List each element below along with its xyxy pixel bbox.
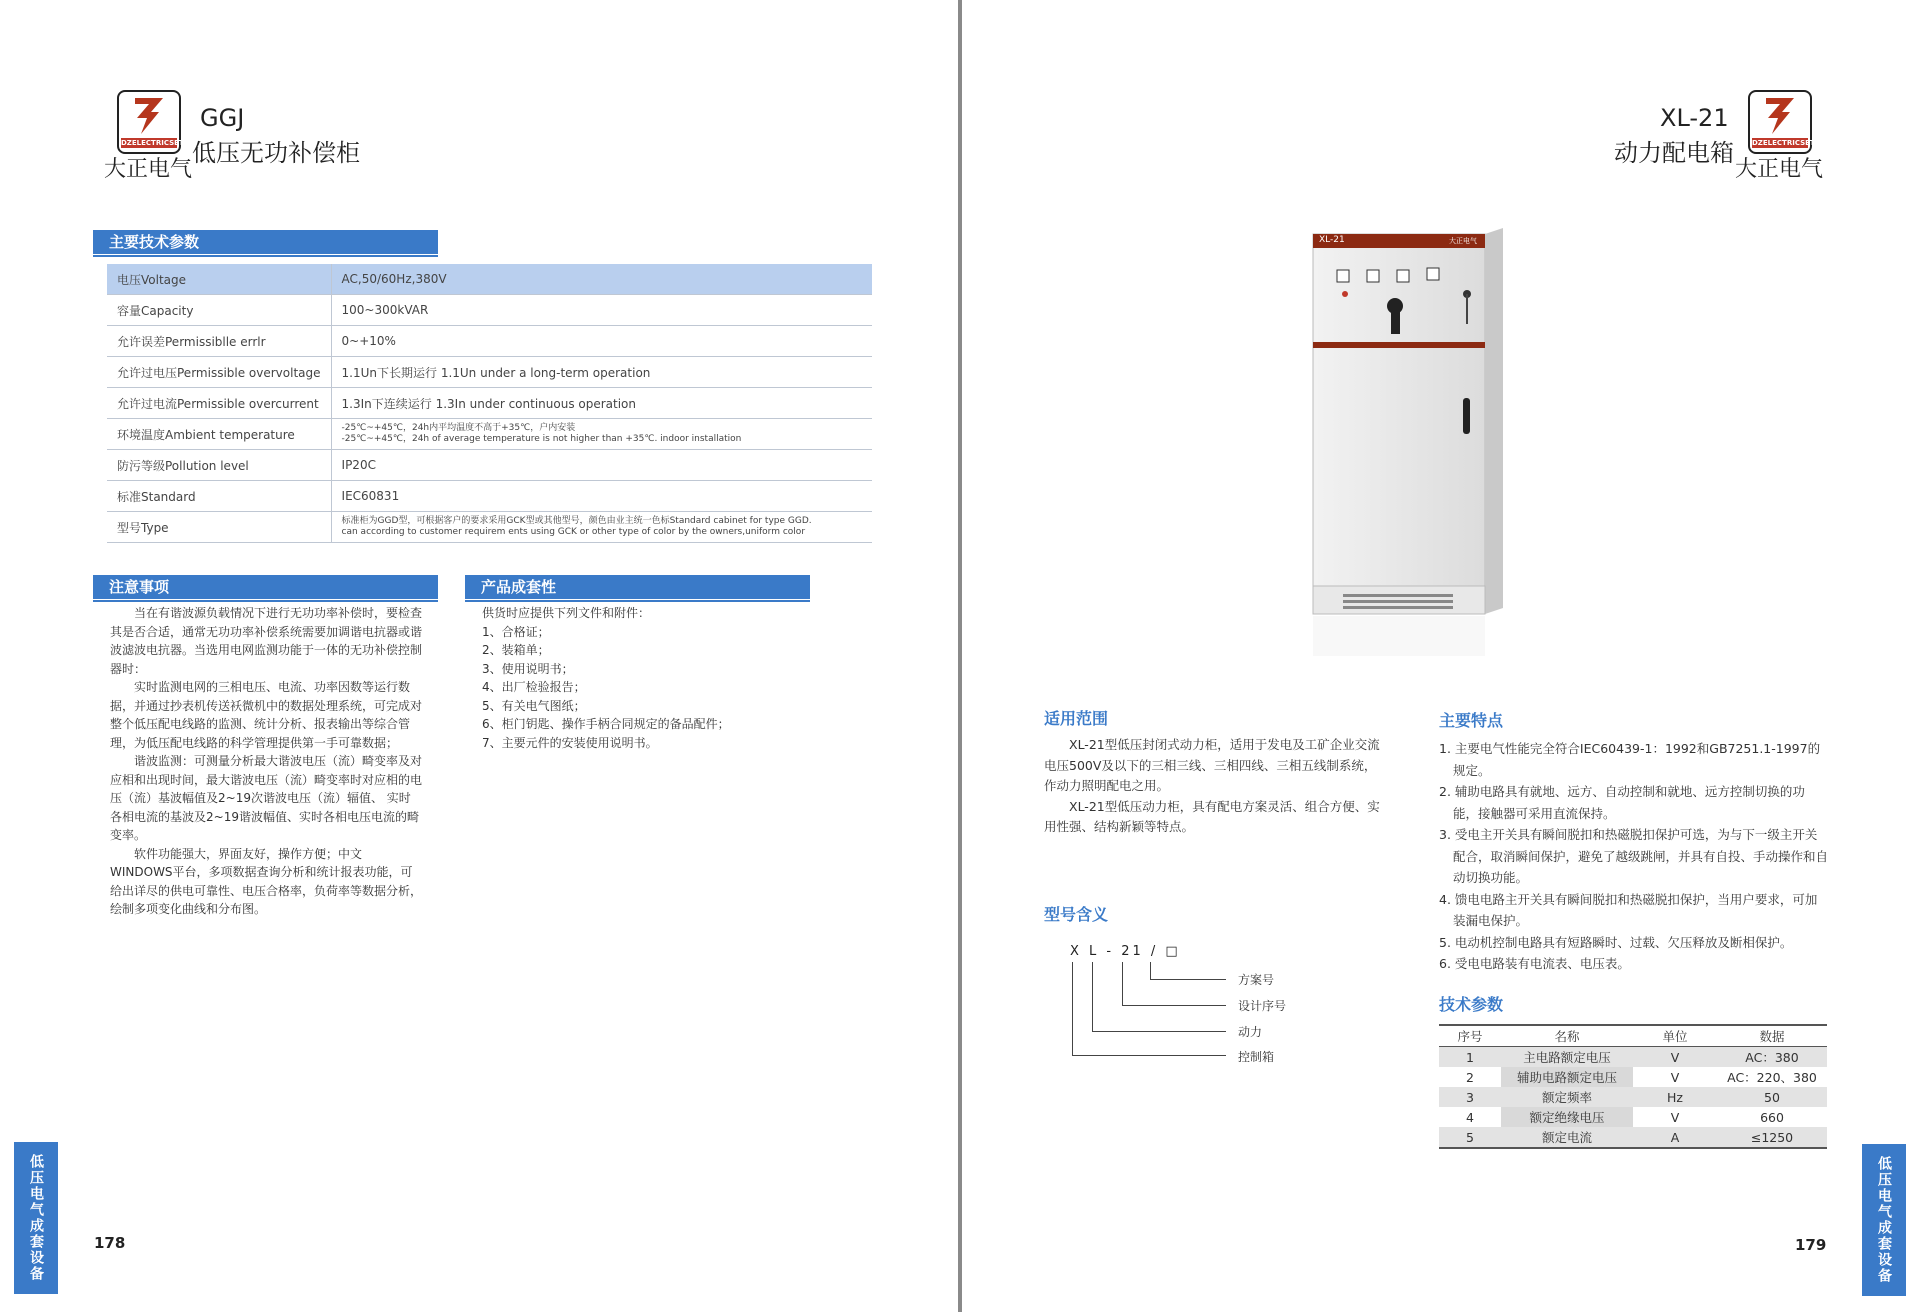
params-col-header: 名称: [1501, 1025, 1633, 1047]
feature-item: 1. 主要电气性能完全符合IEC60439-1：1992和GB7251.1-1997的规定。: [1439, 741, 1821, 778]
params-cell: 3: [1439, 1087, 1501, 1107]
params-cell: 2: [1466, 1069, 1474, 1085]
spec-value: [331, 419, 872, 450]
params-col-header: 序号: [1439, 1025, 1501, 1047]
params-cell: 额定绝缘电压: [1501, 1107, 1633, 1127]
spec-value: 0~+10%: [331, 326, 872, 357]
cabinet-drawing: [1309, 228, 1509, 678]
spec-key: 防污等级Pollution level: [107, 450, 331, 481]
feature-item: 2. 辅助电路具有就地、远方、自动控制和就地、远方控制切换的功能，接触器可采用直流保持。: [1439, 784, 1805, 821]
params-row: [1439, 1087, 1827, 1107]
params-cell: 额定电流: [1501, 1127, 1633, 1148]
params-cell: 4: [1466, 1109, 1474, 1125]
model-label: 动力: [1238, 1025, 1263, 1039]
spec-row: [107, 264, 872, 295]
params-cell: V: [1670, 1109, 1680, 1125]
side-tab: 低压电气成套设备: [14, 1142, 58, 1294]
model-line: [1122, 1005, 1226, 1006]
notes-paragraph: 谐波监测：可测量分析最大谐波电压（流）畸变率及对应相和出现时间，最大谐波电压（流）畸变率时对应相的电压（流）基波幅值及2~19次谐波电压（流）辐值、 实时各相电流的基波及2~19谐波幅值、实时各相电压电流的畸变率。: [110, 754, 423, 842]
params-row: [1439, 1127, 1827, 1148]
company-logo: [117, 90, 184, 154]
spec-row: [107, 326, 872, 357]
product-model: GGJ: [200, 104, 245, 132]
model-code: X L - 21 / □: [1070, 944, 1181, 959]
left-page: [0, 0, 958, 1312]
features-heading: 主要特点: [1439, 711, 1504, 730]
cabinet-brand: 大正电气: [1449, 237, 1477, 245]
spec-value: IEC60831: [331, 481, 872, 512]
model-line: [1092, 962, 1093, 1032]
kit-item: 1、合格证；: [482, 624, 550, 639]
features-list: [1439, 738, 1829, 975]
model-line: [1072, 962, 1073, 1056]
params-cell: ≤1250: [1717, 1127, 1827, 1148]
notes-text: [110, 604, 422, 919]
spec-key: 允许误差Permissiblle errlr: [107, 326, 331, 357]
kit-item: 7、主要元件的安装使用说明书。: [482, 735, 658, 750]
model-line: [1072, 1055, 1226, 1056]
params-cell: AC：380: [1717, 1047, 1827, 1068]
spec-value-en: -25℃~+45℃，24h of average temperature is not higher than +35℃. indoor installation: [341, 434, 742, 444]
model-label: 设计序号: [1238, 999, 1287, 1013]
cabinet-plate: XL-21: [1319, 235, 1345, 245]
feature-item: 6. 受电电路装有电流表、电压表。: [1439, 956, 1630, 971]
spec-value: IP20C: [331, 450, 872, 481]
params-heading: 技术参数: [1439, 995, 1504, 1014]
cabinet-image: [1309, 228, 1509, 678]
spec-key: 型号Type: [107, 512, 331, 543]
spec-value-en: can according to customer requirem ents using GCK or other type of color by the owners,uniform color: [341, 527, 806, 537]
logo-company-name: 大正电气: [1735, 157, 1824, 182]
spec-key: 标准Standard: [107, 481, 331, 512]
scope-text: [1044, 735, 1382, 838]
params-col-header: 数据: [1717, 1025, 1827, 1047]
spec-row: [107, 388, 872, 419]
params-cell: V: [1670, 1069, 1680, 1085]
params-cell: 50: [1717, 1087, 1827, 1107]
kit-section-header: 产品成套性: [465, 575, 810, 599]
params-header-row: [1439, 1025, 1827, 1047]
notes-paragraph: 实时监测电网的三相电压、电流、功率因数等运行数据，并通过抄表机传送袄微机中的数据处理系统，可完成对整个低压配电线路的监测、统计分析、报表输出等综合管理，为低压配电线路的科学管理提供第一手可靠数据；: [110, 680, 423, 750]
spec-table: [107, 264, 872, 543]
scope-heading: 适用范围: [1044, 709, 1109, 728]
notes-paragraph: 软件功能强大，界面友好，操作方便；中文WINDOWS平台，多项数据查询分析和统计报表功能，可给出详尽的供电可靠性、电压合格率，负荷率等数据分析，绘制多项变化曲线和分布图。: [110, 846, 423, 916]
scope-paragraph: XL-21型低压封闭式动力柜，适用于发电及工矿企业交流电压500V及以下的三相三线、三相四线、三相五线制系统，作动力照明配电之用。: [1044, 737, 1380, 793]
params-cell: AC：220、380: [1727, 1070, 1817, 1085]
params-cell: 主电路额定电压: [1501, 1047, 1633, 1068]
spec-row: [107, 512, 872, 543]
spec-key: 允许过电流Permissible overcurrent: [107, 388, 331, 419]
kit-item: 供货时应提供下列文件和附件：: [482, 606, 651, 620]
spec-key: 电压Voltage: [107, 264, 331, 295]
feature-item: 5. 电动机控制电路具有短路瞬时、过载、欠压释放及断相保护。: [1439, 934, 1793, 950]
right-page: [962, 0, 1920, 1312]
params-row: [1439, 1047, 1827, 1068]
logo-company-name: 大正电气: [104, 157, 193, 182]
product-model: XL-21: [1660, 104, 1729, 132]
spec-section-header: 主要技术参数: [93, 230, 438, 254]
spec-key: 允许过电压Permissible overvoltage: [107, 357, 331, 388]
spec-value-cn: -25℃~+45℃，24h内平均温度不高于+35℃，户内安装: [341, 423, 576, 433]
model-line: [1122, 962, 1123, 1006]
spec-value-cn: 标准柜为GGD型，可根据客户的要求采用GCK型或其他型号，颜色由业主统一色标Standard cabinet for type GGD.: [341, 516, 812, 526]
notes-section-header: 注意事项: [93, 575, 438, 599]
spec-value: AC,50/60Hz,380V: [331, 264, 872, 295]
kit-item: 5、有关电气图纸；: [482, 698, 586, 713]
feature-item: 4. 馈电电路主开关具有瞬间脱扣和热磁脱扣保护，当用户要求，可加装漏电保护。: [1439, 891, 1818, 928]
product-title: 低压无功补偿柜: [192, 139, 360, 167]
params-cell: 5: [1439, 1127, 1501, 1148]
scope-paragraph: XL-21型低压动力柜，具有配电方案灵活、组合方便、实用性强、结构新颖等特点。: [1044, 798, 1380, 834]
params-cell: 1: [1439, 1047, 1501, 1068]
params-cell: Hz: [1633, 1087, 1717, 1107]
spec-row: [107, 481, 872, 512]
spec-key: 容量Capacity: [107, 295, 331, 326]
spec-value: [331, 512, 872, 543]
kit-item: 4、出厂检验报告；: [482, 680, 586, 694]
kit-item: 6、柜门钥匙、操作手柄合同规定的备品配件；: [482, 717, 730, 731]
model-line: [1092, 1031, 1226, 1032]
spec-value: 1.1Un下长期运行 1.1Un under a long-term operation: [331, 357, 872, 388]
kit-list: [482, 604, 802, 752]
spec-row: [107, 357, 872, 388]
logo-label: DZELECTRICSET: [1752, 139, 1815, 147]
model-label: 控制箱: [1238, 1050, 1275, 1064]
side-tab: 低压电气成套设备: [1862, 1144, 1906, 1296]
params-cell: 额定频率: [1501, 1087, 1633, 1107]
company-logo: [1748, 90, 1815, 154]
params-cell: A: [1633, 1127, 1717, 1148]
spec-row: [107, 295, 872, 326]
model-line: [1150, 962, 1151, 980]
page-number: 178: [94, 1234, 126, 1252]
spec-key: 环境温度Ambient temperature: [107, 419, 331, 450]
product-title: 动力配电箱: [1614, 139, 1734, 167]
params-row: [1439, 1067, 1827, 1087]
lightning-bolt-icon: [129, 96, 169, 136]
spec-value: 100~300kVAR: [331, 295, 872, 326]
spec-value: 1.3In下连续运行 1.3In under continuous operation: [331, 388, 872, 419]
model-line: [1150, 979, 1226, 980]
page-number: 179: [1795, 1236, 1827, 1254]
spec-row: [107, 450, 872, 481]
params-cell: 辅助电路额定电压: [1501, 1067, 1633, 1087]
params-cell: 660: [1760, 1109, 1784, 1125]
params-row: [1439, 1107, 1827, 1127]
spec-row: [107, 419, 872, 450]
logo-label: DZELECTRICSET: [121, 139, 184, 147]
params-table: [1439, 1024, 1827, 1149]
kit-item: 3、使用说明书；: [482, 661, 574, 676]
model-label: 方案号: [1238, 973, 1275, 987]
notes-paragraph: 当在有谐波源负载情况下进行无功功率补偿时，要检查其是否合适，通常无功功率补偿系统需要加调谐电抗器或谐波滤波电抗器。当选用电网监测功能于一体的无功补偿控制器时：: [110, 606, 423, 676]
feature-item: 3. 受电主开关具有瞬间脱扣和热磁脱扣保护可选，为与下一级主开关配合，取消瞬间保护，避免了越级跳闸，并具有自投、手动操作和自动切换功能。: [1439, 827, 1829, 885]
params-col-header: 单位: [1633, 1025, 1717, 1047]
lightning-bolt-icon: [1760, 96, 1800, 136]
model-heading: 型号含义: [1044, 905, 1109, 924]
kit-item: 2、装箱单；: [482, 643, 550, 657]
params-cell: V: [1633, 1047, 1717, 1068]
